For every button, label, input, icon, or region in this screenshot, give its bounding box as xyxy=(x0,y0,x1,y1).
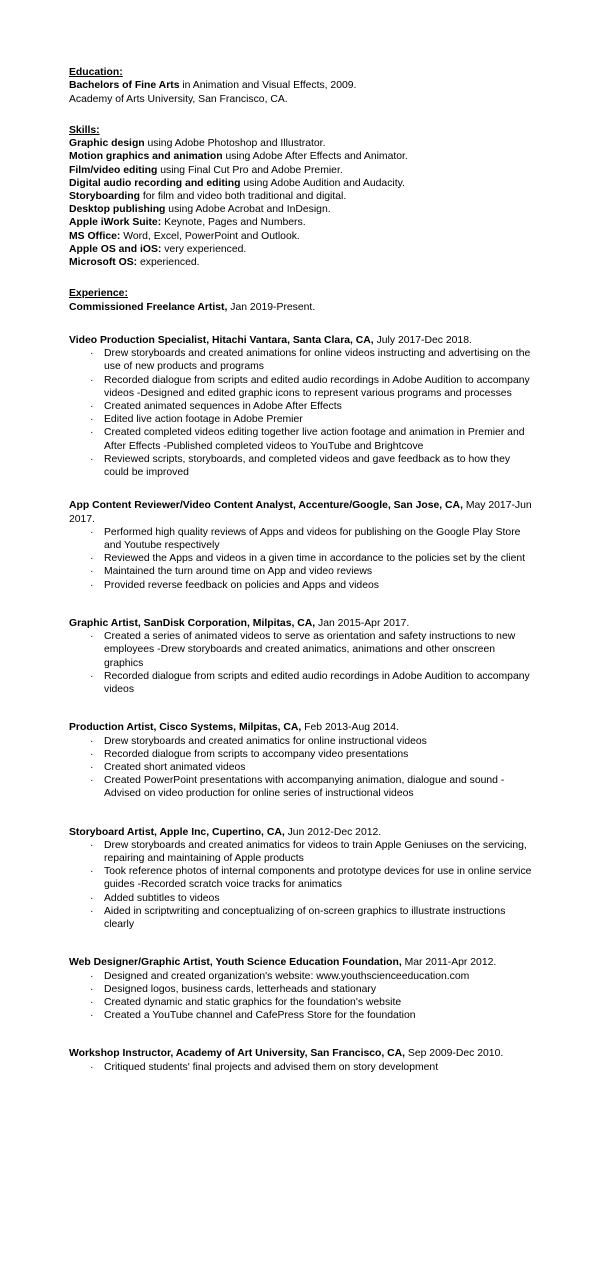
bullet-text: Added subtitles to videos xyxy=(104,892,220,904)
list-item xyxy=(69,983,533,996)
bullet-text: Critiqued students' final projects and advised them on story development xyxy=(104,1061,439,1073)
list-item xyxy=(69,774,533,800)
list-item xyxy=(69,761,533,774)
bullet-icon: · xyxy=(90,566,94,578)
spacer-skills-experience xyxy=(69,269,533,287)
bullet-text: Designed and created organization's website: www.youthscienceeducation.com xyxy=(104,970,470,982)
job-bullet-list xyxy=(69,630,533,696)
job-role: Workshop Instructor, Academy of Art University, San Francisco, CA, xyxy=(69,1048,406,1060)
skill-label: Graphic design xyxy=(69,138,145,150)
bullet-icon: · xyxy=(90,1010,94,1022)
job-title-line xyxy=(69,334,533,347)
list-item xyxy=(69,426,533,452)
list-item xyxy=(69,670,533,696)
skill-detail: using Final Cut Pro and Adobe Premier. xyxy=(157,164,343,176)
job-role: Storyboard Artist, Apple Inc, Cupertino, CA, xyxy=(69,826,285,838)
skill-item xyxy=(69,203,533,216)
education-heading: Education: xyxy=(69,67,123,78)
skill-item xyxy=(69,137,533,150)
bullet-text: Created dynamic and static graphics for the foundation's website xyxy=(104,996,402,1008)
bullet-text: Maintained the turn around time on App and video reviews xyxy=(104,566,373,578)
skill-label: Apple OS and iOS: xyxy=(69,243,162,255)
bullet-icon: · xyxy=(90,526,94,538)
skill-detail: using Adobe Acrobat and InDesign. xyxy=(165,204,331,216)
list-item xyxy=(69,630,533,670)
job-bullet-list xyxy=(69,839,533,931)
skill-item xyxy=(69,190,533,203)
bullet-text: Drew storyboards and created animatics for online instructional videos xyxy=(104,735,427,747)
bullet-text: Created a YouTube channel and CafePress Store for the foundation xyxy=(104,1010,416,1022)
skill-item xyxy=(69,150,533,163)
job-bullet-list xyxy=(69,735,533,801)
bullet-icon: · xyxy=(90,996,94,1008)
skill-detail: using Adobe Photoshop and Illustrator. xyxy=(144,138,326,150)
bullet-icon: · xyxy=(90,414,94,426)
job-bullet-list xyxy=(69,970,533,1023)
education-degree-rest: in Animation and Visual Effects, 2009. xyxy=(179,80,357,92)
bullet-icon: · xyxy=(90,905,94,917)
skill-item xyxy=(69,216,533,229)
skill-detail: very experienced. xyxy=(161,243,247,255)
skills-heading: Skills: xyxy=(69,124,100,136)
skill-label: Microsoft OS: xyxy=(69,257,138,269)
bullet-icon: · xyxy=(90,401,94,413)
list-item xyxy=(69,552,533,565)
list-item xyxy=(69,996,533,1009)
education-degree-line xyxy=(69,79,533,92)
bullet-text: Recorded dialogue from scripts to accompany video presentations xyxy=(104,748,409,760)
skill-label: Desktop publishing xyxy=(69,204,166,216)
list-item xyxy=(69,892,533,905)
job-entry xyxy=(69,1047,533,1074)
bullet-icon: · xyxy=(90,553,94,565)
bullet-icon: · xyxy=(90,748,94,760)
job-title-line xyxy=(69,617,533,630)
list-item xyxy=(69,748,533,761)
job-dates: Feb 2013-Aug 2014. xyxy=(301,722,399,734)
bullet-icon: · xyxy=(90,775,94,787)
bullet-icon: · xyxy=(90,970,94,982)
job-role: Commissioned Freelance Artist, xyxy=(69,301,228,313)
skill-item xyxy=(69,243,533,256)
skill-detail: Word, Excel, PowerPoint and Outlook. xyxy=(120,230,300,242)
bullet-icon: · xyxy=(90,735,94,747)
education-section xyxy=(69,66,533,106)
bullet-text: Took reference photos of internal components and prototype devices for use in online service guides -Recorded scratch voice tracks for animatics xyxy=(104,866,532,891)
job-dates: Jan 2019-Present. xyxy=(227,301,316,313)
skill-label: Motion graphics and animation xyxy=(69,151,223,163)
spacer-entry xyxy=(69,931,533,956)
job-title-line xyxy=(69,826,533,839)
education-school: Academy of Arts University, San Francisco, CA. xyxy=(69,93,288,105)
skill-item xyxy=(69,164,533,177)
bullet-icon: · xyxy=(90,761,94,773)
education-degree-bold: Bachelors of Fine Arts xyxy=(69,80,180,92)
bullet-icon: · xyxy=(90,348,94,360)
job-role: Graphic Artist, SanDisk Corporation, Milpitas, CA, xyxy=(69,617,316,629)
job-dates: Jun 2012-Dec 2012. xyxy=(284,826,382,838)
bullet-text: Recorded dialogue from scripts and edited audio recordings in Adobe Audition to accompany videos xyxy=(104,670,530,695)
experience-heading: Experience: xyxy=(69,288,128,300)
experience-freelance-entry xyxy=(69,301,533,314)
skill-item xyxy=(69,177,533,190)
job-title-line xyxy=(69,956,533,969)
list-item xyxy=(69,865,533,891)
bullet-text: Created short animated videos xyxy=(104,761,246,773)
bullet-icon: · xyxy=(90,453,94,465)
skills-section xyxy=(69,124,533,269)
list-item xyxy=(69,347,533,373)
bullet-text: Created completed videos editing together live action footage and animation in Premier and After Effects -Published completed videos to YouTube and Brightcove xyxy=(104,427,525,452)
list-item xyxy=(69,526,533,552)
bullet-icon: · xyxy=(90,670,94,682)
list-item xyxy=(69,735,533,748)
job-dates: Jan 2015-Apr 2017. xyxy=(315,617,410,629)
bullet-icon: · xyxy=(90,866,94,878)
spacer-education-skills xyxy=(69,106,533,124)
job-entry xyxy=(69,721,533,800)
skill-item xyxy=(69,256,533,269)
bullet-icon: · xyxy=(90,427,94,439)
spacer-entry xyxy=(69,696,533,721)
bullet-icon: · xyxy=(90,631,94,643)
list-item xyxy=(69,839,533,865)
job-role: App Content Reviewer/Video Content Analyst, Accenture/Google, San Jose, CA, xyxy=(69,500,463,512)
bullet-text: Reviewed scripts, storyboards, and completed videos and gave feedback as to how they could be improved xyxy=(104,453,511,479)
bullet-text: Performed high quality reviews of Apps and videos for publishing on the Google Play Store and Youtube respectively xyxy=(104,526,521,552)
list-item xyxy=(69,374,533,400)
job-title-line xyxy=(69,1047,533,1060)
job-bullet-list xyxy=(69,1061,533,1074)
bullet-text: Reviewed the Apps and videos in a given time in accordance to the policies set by the client xyxy=(104,553,526,565)
list-item xyxy=(69,413,533,426)
bullet-text: Created animated sequences in Adobe After Effects xyxy=(104,401,342,413)
bullet-icon: · xyxy=(90,839,94,851)
bullet-icon: · xyxy=(90,374,94,386)
list-item xyxy=(69,579,533,592)
bullet-text: Recorded dialogue from scripts and edited audio recordings in Adobe Audition to accompany videos -Designed and edited graphic icons to represent various programs and processes xyxy=(104,374,530,399)
job-title-line xyxy=(69,721,533,734)
bullet-text: Drew storyboards and created animatics for videos to train Apple Geniuses on the servicing, repairing and maintaining of Apple products xyxy=(104,839,527,865)
bullet-text: Aided in scriptwriting and conceptualizing of on-screen graphics to illustrate instructions clearly xyxy=(104,905,506,931)
bullet-icon: · xyxy=(90,892,94,904)
skill-detail: Keynote, Pages and Numbers. xyxy=(161,217,306,229)
spacer-entry xyxy=(69,801,533,826)
spacer-entry xyxy=(69,592,533,617)
job-role: Video Production Specialist, Hitachi Vantara, Santa Clara, CA, xyxy=(69,334,374,346)
bullet-text: Provided reverse feedback on policies and Apps and videos xyxy=(104,579,379,591)
job-dates: May 2017-Jun 2017. xyxy=(69,500,532,525)
skill-label: MS Office: xyxy=(69,230,121,242)
bullet-icon: · xyxy=(90,1061,94,1073)
skill-detail: using Adobe After Effects and Animator. xyxy=(222,151,408,163)
job-entry xyxy=(69,956,533,1022)
spacer-entry xyxy=(69,479,533,499)
list-item xyxy=(69,565,533,578)
skill-detail: experienced. xyxy=(137,257,200,269)
experience-section xyxy=(69,287,533,1074)
bullet-text: Edited live action footage in Adobe Premier xyxy=(104,414,303,426)
job-title-line xyxy=(69,499,533,526)
list-item xyxy=(69,400,533,413)
list-item xyxy=(69,1061,533,1074)
skill-detail: for film and video both traditional and digital. xyxy=(140,191,347,203)
resume-body xyxy=(69,66,533,1074)
job-entry xyxy=(69,617,533,696)
bullet-text: Created PowerPoint presentations with accompanying animation, dialogue and sound -Advised on video production for online series of instructional videos xyxy=(104,775,505,800)
job-dates: Sep 2009-Dec 2010. xyxy=(405,1048,504,1060)
job-role: Production Artist, Cisco Systems, Milpitas, CA, xyxy=(69,722,302,734)
bullet-icon: · xyxy=(90,579,94,591)
skill-label: Storyboarding xyxy=(69,191,141,203)
job-dates: July 2017-Dec 2018. xyxy=(373,334,472,346)
spacer-entry xyxy=(69,314,533,334)
job-entry xyxy=(69,334,533,479)
bullet-text: Drew storyboards and created animations for online videos instructing and advertising on the use of new products and programs xyxy=(104,348,531,373)
job-role: Web Designer/Graphic Artist, Youth Science Education Foundation, xyxy=(69,957,402,969)
list-item xyxy=(69,453,533,479)
job-dates: Mar 2011-Apr 2012. xyxy=(401,957,497,969)
list-item xyxy=(69,905,533,931)
list-item xyxy=(69,1009,533,1022)
job-bullet-list xyxy=(69,526,533,592)
spacer-entry xyxy=(69,1022,533,1047)
skill-item xyxy=(69,230,533,243)
skill-label: Film/video editing xyxy=(69,164,158,176)
job-bullet-list xyxy=(69,347,533,479)
skill-label: Digital audio recording and editing xyxy=(69,177,241,189)
bullet-text: Created a series of animated videos to serve as orientation and safety instructions to new employees -Drew storyboards and created animatics, animations and other onscreen graphics xyxy=(104,631,516,669)
job-entry xyxy=(69,499,533,592)
bullet-icon: · xyxy=(90,983,94,995)
skill-label: Apple iWork Suite: xyxy=(69,217,162,229)
job-entry xyxy=(69,826,533,932)
bullet-text: Designed logos, business cards, letterheads and stationary xyxy=(104,983,377,995)
list-item xyxy=(69,970,533,983)
skill-detail: using Adobe Audition and Audacity. xyxy=(240,177,405,189)
